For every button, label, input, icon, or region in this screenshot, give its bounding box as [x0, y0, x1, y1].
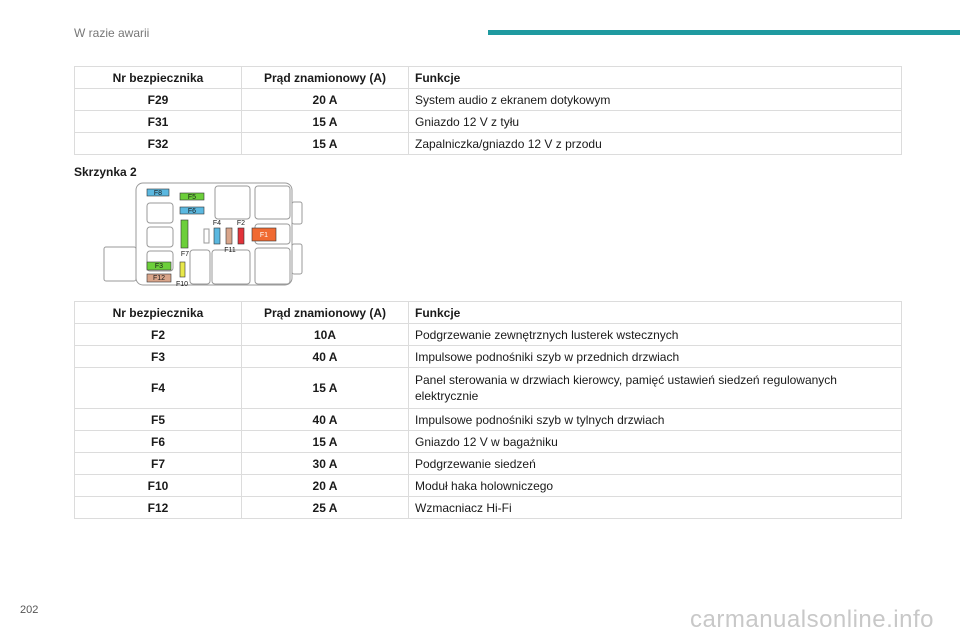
function-cell: System audio z ekranem dotykowym — [409, 89, 902, 111]
amps-cell: 10A — [242, 324, 409, 346]
right-connector-bottom — [292, 244, 302, 274]
fuse-cell: F31 — [75, 111, 242, 133]
label-f6: F6 — [187, 208, 197, 215]
column-header-function: Funkcje — [409, 67, 902, 89]
fuse-f2 — [238, 228, 244, 244]
page-number: 202 — [20, 604, 39, 616]
amps-cell: 30 A — [242, 453, 409, 475]
fuse-cell: F6 — [75, 431, 242, 453]
left-connector — [104, 247, 136, 281]
watermark: carmanualsonline.info — [690, 606, 934, 633]
amps-cell: 15 A — [242, 133, 409, 155]
function-cell: Gniazdo 12 V w bagażniku — [409, 431, 902, 453]
header-accent-bar — [488, 30, 960, 35]
fuse-cell: F4 — [75, 368, 242, 409]
table-row — [75, 368, 902, 409]
column-header-function: Funkcje — [409, 302, 902, 324]
amps-cell: 25 A — [242, 497, 409, 519]
function-cell: Impulsowe podnośniki szyb w tylnych drzwiach — [409, 409, 902, 431]
amps-cell: 20 A — [242, 89, 409, 111]
right-connector-top — [292, 202, 302, 224]
function-cell: Moduł haka holowniczego — [409, 475, 902, 497]
fuse-f7 — [181, 220, 188, 248]
fuse-f11 — [226, 228, 232, 244]
table-row — [75, 89, 902, 111]
column-header-fuse: Nr bezpiecznika — [75, 302, 242, 324]
relay-2 — [147, 227, 173, 247]
label-f3: F3 — [154, 263, 164, 270]
fuse-cell: F2 — [75, 324, 242, 346]
fuse-box-diagram — [100, 180, 310, 292]
table-header-row — [75, 302, 902, 324]
column-header-amps: Prąd znamionowy (A) — [242, 67, 409, 89]
relay-4 — [215, 186, 250, 219]
fuse-cell: F29 — [75, 89, 242, 111]
table-row — [75, 111, 902, 133]
label-f2: F2 — [236, 220, 246, 227]
label-f5: F5 — [187, 194, 197, 201]
fuse-f10 — [180, 262, 185, 277]
section-header: W razie awarii — [74, 26, 150, 40]
label-f1: F1 — [259, 232, 269, 239]
table-row — [75, 133, 902, 155]
table-row — [75, 475, 902, 497]
relay-7 — [212, 250, 250, 284]
relay-1 — [147, 203, 173, 223]
fuse-cell: F12 — [75, 497, 242, 519]
label-f10: F10 — [175, 281, 189, 288]
label-f12: F12 — [152, 275, 166, 282]
amps-cell: 20 A — [242, 475, 409, 497]
relay-5 — [255, 186, 290, 219]
column-header-fuse: Nr bezpiecznika — [75, 67, 242, 89]
small-slot — [204, 229, 209, 243]
amps-cell: 40 A — [242, 346, 409, 368]
fuse-table-2 — [74, 301, 902, 519]
table-row — [75, 497, 902, 519]
table-header-row — [75, 67, 902, 89]
amps-cell: 40 A — [242, 409, 409, 431]
function-cell: Impulsowe podnośniki szyb w przednich drzwiach — [409, 346, 902, 368]
fuse-cell: F3 — [75, 346, 242, 368]
column-header-amps: Prąd znamionowy (A) — [242, 302, 409, 324]
box-title: Skrzynka 2 — [74, 165, 137, 179]
function-cell: Gniazdo 12 V z tyłu — [409, 111, 902, 133]
amps-cell: 15 A — [242, 368, 409, 409]
label-f11: F11 — [224, 247, 236, 254]
label-f4: F4 — [212, 220, 222, 227]
fuse-cell: F32 — [75, 133, 242, 155]
function-cell: Zapalniczka/gniazdo 12 V z przodu — [409, 133, 902, 155]
table-row — [75, 409, 902, 431]
table-row — [75, 453, 902, 475]
label-f7: F7 — [180, 251, 190, 258]
fuse-cell: F7 — [75, 453, 242, 475]
fuse-f4 — [214, 228, 220, 244]
table-row — [75, 324, 902, 346]
relay-8 — [255, 248, 290, 284]
function-cell: Podgrzewanie siedzeń — [409, 453, 902, 475]
label-f8: F8 — [153, 190, 163, 197]
amps-cell: 15 A — [242, 431, 409, 453]
function-cell: Wzmacniacz Hi-Fi — [409, 497, 902, 519]
fuse-cell: F5 — [75, 409, 242, 431]
table-row — [75, 346, 902, 368]
function-cell: Panel sterowania w drzwiach kierowcy, pamięć ustawień siedzeń regulowanych elektrycznie — [409, 368, 902, 409]
table-row — [75, 431, 902, 453]
fuse-cell: F10 — [75, 475, 242, 497]
relay-9 — [190, 250, 210, 284]
fuse-table-1 — [74, 66, 902, 155]
function-cell: Podgrzewanie zewnętrznych lusterek wstecznych — [409, 324, 902, 346]
amps-cell: 15 A — [242, 111, 409, 133]
